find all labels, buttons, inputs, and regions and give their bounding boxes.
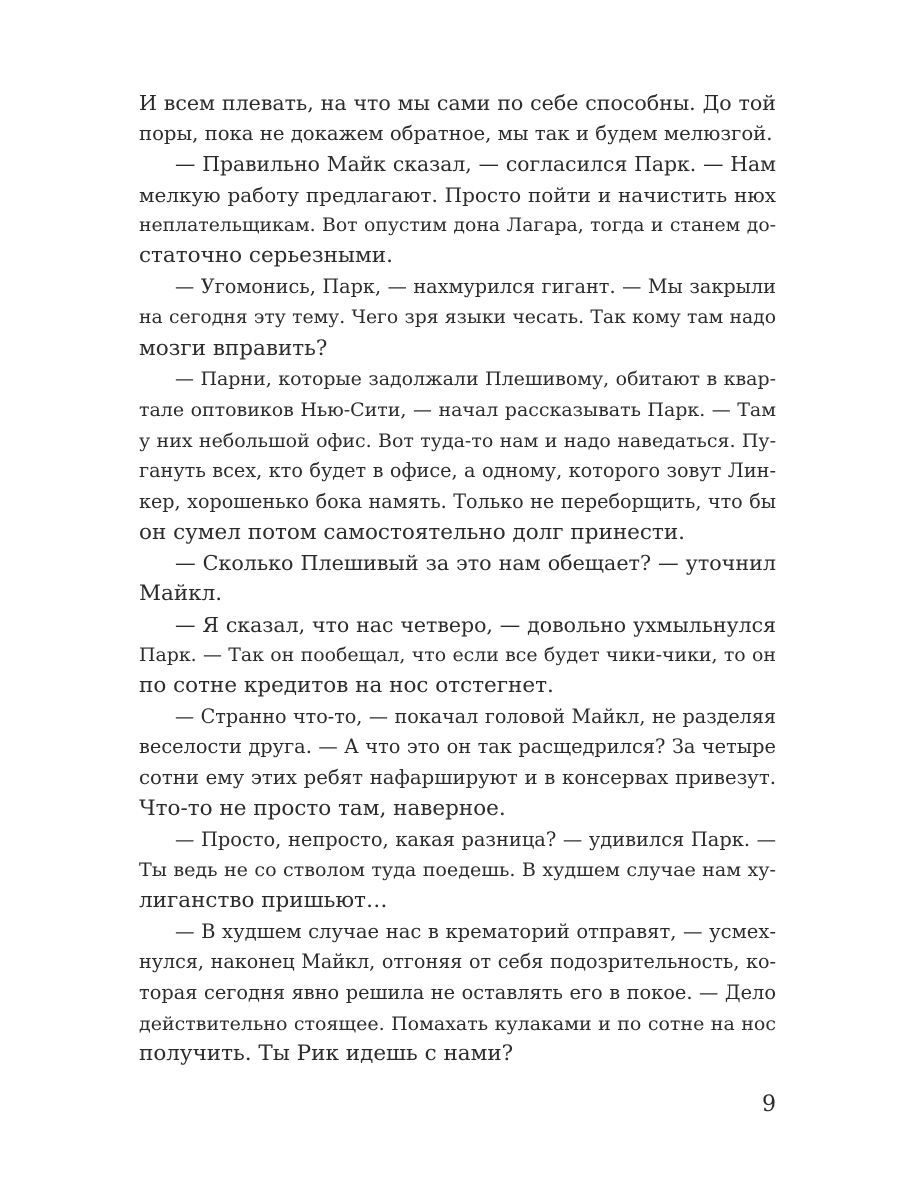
text-line: — Правильно Майк сказал, — согласился Парк. — Нам	[175, 152, 776, 177]
text-line: статочно серьезными.	[139, 243, 393, 269]
text-line: мелкую работу предлагают. Просто пойти и начистить нюх	[139, 183, 776, 208]
text-line: — Просто, непросто, какая разница? — удивился Парк. —	[175, 827, 776, 851]
text-line: кер, хорошенько бока намять. Только не переборщить, что бы	[139, 489, 776, 513]
text-line: неплательщикам. Вот опустим дона Лагара, тогда и станем до-	[139, 214, 776, 236]
text-line: — Угомонись, Парк, — нахмурился гигант. — Мы закрыли	[175, 275, 776, 299]
text-line: сотни ему этих ребят нафаршируют и в консервах привезут.	[139, 766, 776, 790]
text-line: — В худшем случае нас в крематорий отправят, — усмех-	[175, 919, 776, 943]
text-line: тале оптовиков Нью-Сити, — начал рассказывать Парк. — Там	[139, 398, 776, 421]
text-line: действительно стоящее. Помахать кулаками и по сотне на нос	[139, 1012, 776, 1035]
text-line: он сумел потом самостоятельно долг принести.	[139, 519, 685, 545]
text-line: гануть всех, кто будет в офисе, а одному, которого зовут Лин-	[139, 459, 776, 483]
text-line: — Сколько Плешивый за это нам обещает? — уточнил	[175, 551, 776, 576]
text-line: по сотне кредитов на нос отстегнет.	[139, 673, 554, 699]
text-line: на сегодня эту тему. Чего зря языки чесать. Так кому там надо	[139, 306, 776, 328]
text-line: мозги вправить?	[139, 335, 328, 361]
text-line: Парк. — Так он пообещал, что если все будет чики-чики, то он	[139, 644, 776, 667]
text-line: торая сегодня явно решила не оставлять его в покое. — Дело	[139, 980, 776, 1004]
text-line: И всем плевать, на что мы сами по себе способны. До той	[139, 91, 776, 115]
text-line: — Парни, которые задолжали Плешивому, обитают в квар-	[175, 368, 776, 391]
page-number: 9	[762, 1092, 776, 1117]
text-line: Ты ведь не со стволом туда поедешь. В худшем случае нам ху-	[139, 858, 776, 882]
text-line: Что-то не просто там, наверное.	[139, 795, 506, 821]
text-line: поры, пока не докажем обратное, мы так и будем мелюзгой.	[139, 121, 773, 145]
body-text	[139, 88, 776, 1070]
text-line: нулся, наконец Майкл, отгоняя от себя подозрительность, ко-	[139, 950, 776, 974]
text-line: веселости друга. — А что это он так расщедрился? За четыре	[139, 735, 776, 759]
text-line: у них небольшой офис. Вот туда-то нам и надо наведаться. Пу-	[139, 429, 776, 452]
text-line: получить. Ты Рик идешь с нами?	[139, 1041, 514, 1067]
text-line: лиганство пришьют…	[139, 887, 388, 913]
text-line: — Я сказал, что нас четверо, — довольно ухмыльнулся	[175, 612, 776, 637]
text-line: — Странно что-то, — покачал головой Майкл, не разделяя	[175, 704, 776, 728]
text-line: Майкл.	[139, 581, 223, 606]
